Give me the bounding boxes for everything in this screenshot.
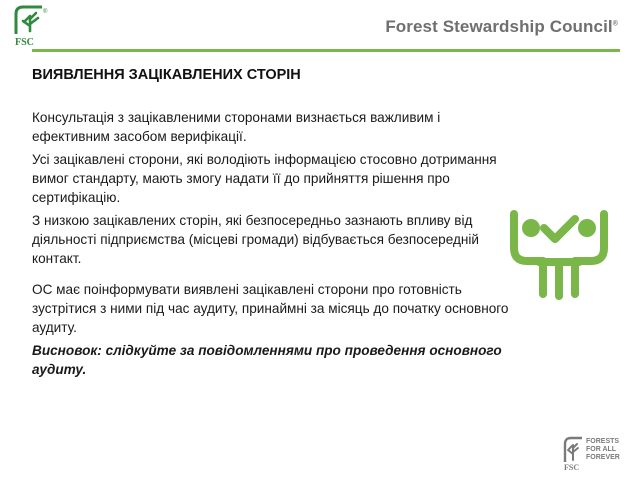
meeting-agreement-icon	[505, 206, 613, 304]
content-body	[32, 108, 512, 379]
fsc-logo	[8, 4, 58, 48]
paragraph-notification: ОС має поінформувати виявлені зацікавлені сторони про готовність зустрітися з ними під час аудиту, принаймні за місяць до початку основного аудиту.	[32, 282, 509, 335]
slogan-line-2: FOR ALL	[586, 446, 617, 453]
org-name-text: Forest Stewardship Council	[385, 17, 613, 36]
fsc-tree-icon	[8, 4, 58, 48]
fsc-logo-text: FSC	[15, 37, 34, 48]
paragraph-stakeholders: Усі зацікавлені сторони, які володіють інформацією стосовно дотримання вимог стандарту, мають змогу надати її до прийняття рішення про сертифікацію.	[32, 152, 497, 205]
org-name	[385, 17, 618, 37]
slogan-line-1: FORESTS	[586, 438, 620, 445]
paragraph-direct-contact: З низкою зацікавлених сторін, які безпосередньо зазнають впливу від діяльності підприємства (місцеві громади) відбувається безпосередній контакт.	[32, 213, 480, 266]
slogan-line-3: FOREVER	[586, 454, 620, 461]
page-title: ВИЯВЛЕННЯ ЗАЦІКАВЛЕНИХ СТОРІН	[32, 67, 301, 83]
footer-slogan	[586, 438, 620, 462]
footer-fsc-text: FSC	[564, 463, 580, 472]
paragraph-consultation: Консультація з зацікавленими сторонами визнається важливим і ефективним засобом верифікації.	[32, 110, 441, 144]
header-divider	[32, 49, 620, 52]
footer-tree-icon	[562, 436, 584, 464]
conclusion-text: Висновок: слідкуйте за повідомленнями про проведення основного аудиту.	[32, 343, 502, 377]
fsc-footer-logo	[562, 436, 628, 474]
org-registered-mark: ®	[612, 20, 618, 28]
registered-mark: ®	[43, 9, 48, 15]
